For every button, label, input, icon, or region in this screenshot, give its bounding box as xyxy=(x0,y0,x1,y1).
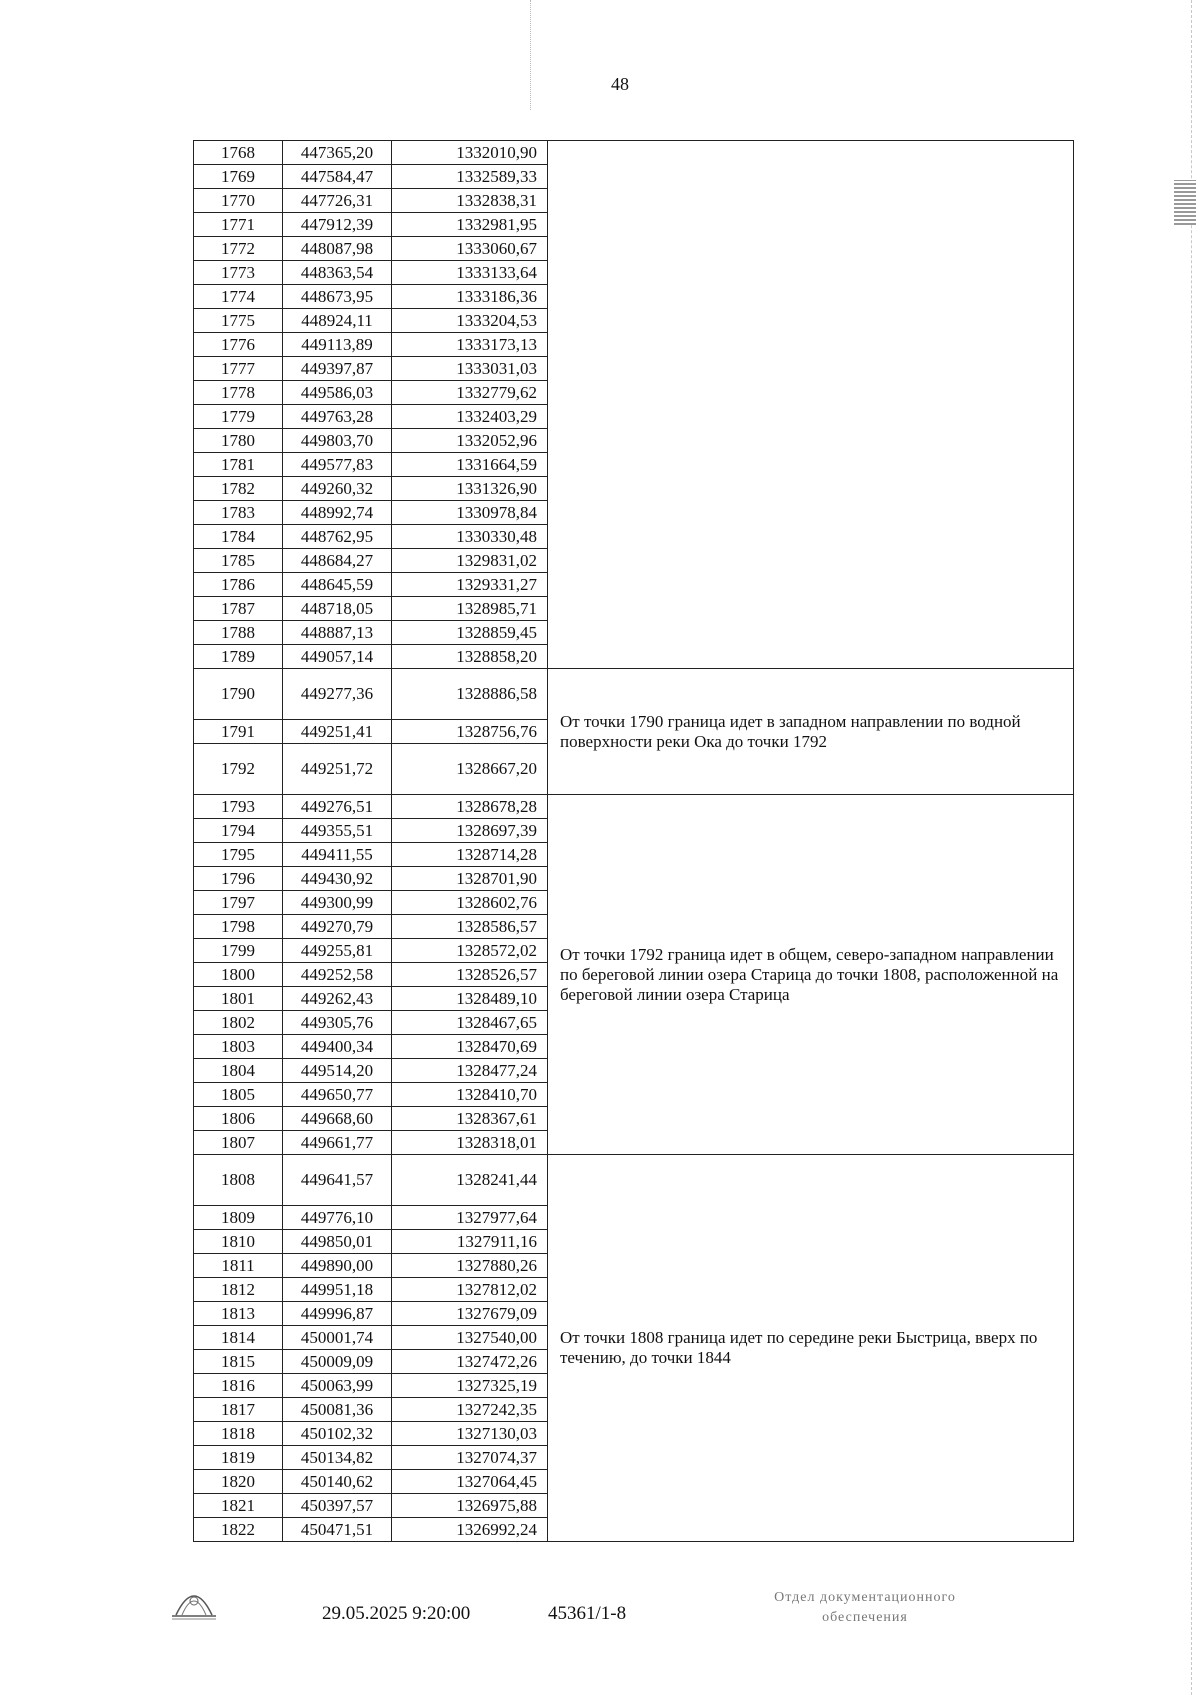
x-coordinate-cell: 450009,09 xyxy=(283,1350,392,1374)
point-number-cell: 1784 xyxy=(194,525,283,549)
y-coordinate-cell: 1328859,45 xyxy=(392,621,548,645)
y-coordinate-cell: 1328586,57 xyxy=(392,915,548,939)
x-coordinate-cell: 447912,39 xyxy=(283,213,392,237)
point-number-cell: 1769 xyxy=(194,165,283,189)
y-coordinate-cell: 1327242,35 xyxy=(392,1398,548,1422)
x-coordinate-cell: 448684,27 xyxy=(283,549,392,573)
point-number-cell: 1778 xyxy=(194,381,283,405)
x-coordinate-cell: 449262,43 xyxy=(283,987,392,1011)
y-coordinate-cell: 1330978,84 xyxy=(392,501,548,525)
point-number-cell: 1788 xyxy=(194,621,283,645)
x-coordinate-cell: 449763,28 xyxy=(283,405,392,429)
y-coordinate-cell: 1332052,96 xyxy=(392,429,548,453)
footer-department-stamp xyxy=(720,1588,1010,1628)
point-number-cell: 1780 xyxy=(194,429,283,453)
x-coordinate-cell: 449255,81 xyxy=(283,939,392,963)
x-coordinate-cell: 449641,57 xyxy=(283,1155,392,1206)
point-number-cell: 1813 xyxy=(194,1302,283,1326)
x-coordinate-cell: 450001,74 xyxy=(283,1326,392,1350)
x-coordinate-cell: 449260,32 xyxy=(283,477,392,501)
y-coordinate-cell: 1327977,64 xyxy=(392,1206,548,1230)
point-number-cell: 1776 xyxy=(194,333,283,357)
footer-timestamp: 29.05.2025 9:20:00 xyxy=(322,1603,471,1624)
y-coordinate-cell: 1327472,26 xyxy=(392,1350,548,1374)
stamp-line-2: обеспечения xyxy=(822,1610,908,1625)
point-number-cell: 1786 xyxy=(194,573,283,597)
boundary-description-cell: От точки 1808 граница идет по середине реки Быстрица, вверх по течению, до точки 1844 xyxy=(548,1155,1074,1542)
point-number-cell: 1808 xyxy=(194,1155,283,1206)
y-coordinate-cell: 1328697,39 xyxy=(392,819,548,843)
point-number-cell: 1790 xyxy=(194,669,283,720)
point-number-cell: 1774 xyxy=(194,285,283,309)
x-coordinate-cell: 449305,76 xyxy=(283,1011,392,1035)
boundary-description-cell: От точки 1790 граница идет в западном направлении по водной поверхности реки Ока до точки 1792 xyxy=(548,669,1074,795)
y-coordinate-cell: 1328477,24 xyxy=(392,1059,548,1083)
coordinates-table xyxy=(193,140,1074,1542)
y-coordinate-cell: 1328489,10 xyxy=(392,987,548,1011)
x-coordinate-cell: 449650,77 xyxy=(283,1083,392,1107)
x-coordinate-cell: 449586,03 xyxy=(283,381,392,405)
emblem-logo-icon xyxy=(168,1575,220,1621)
x-coordinate-cell: 449397,87 xyxy=(283,357,392,381)
x-coordinate-cell: 448645,59 xyxy=(283,573,392,597)
y-coordinate-cell: 1328886,58 xyxy=(392,669,548,720)
y-coordinate-cell: 1328667,20 xyxy=(392,744,548,795)
y-coordinate-cell: 1332838,31 xyxy=(392,189,548,213)
x-coordinate-cell: 449113,89 xyxy=(283,333,392,357)
y-coordinate-cell: 1332403,29 xyxy=(392,405,548,429)
x-coordinate-cell: 449577,83 xyxy=(283,453,392,477)
point-number-cell: 1821 xyxy=(194,1494,283,1518)
point-number-cell: 1810 xyxy=(194,1230,283,1254)
point-number-cell: 1777 xyxy=(194,357,283,381)
point-number-cell: 1803 xyxy=(194,1035,283,1059)
x-coordinate-cell: 449514,20 xyxy=(283,1059,392,1083)
x-coordinate-cell: 447584,47 xyxy=(283,165,392,189)
point-number-cell: 1785 xyxy=(194,549,283,573)
point-number-cell: 1806 xyxy=(194,1107,283,1131)
y-coordinate-cell: 1333133,64 xyxy=(392,261,548,285)
point-number-cell: 1794 xyxy=(194,819,283,843)
x-coordinate-cell: 450140,62 xyxy=(283,1470,392,1494)
point-number-cell: 1793 xyxy=(194,795,283,819)
y-coordinate-cell: 1328526,57 xyxy=(392,963,548,987)
x-coordinate-cell: 449270,79 xyxy=(283,915,392,939)
point-number-cell: 1814 xyxy=(194,1326,283,1350)
point-number-cell: 1779 xyxy=(194,405,283,429)
x-coordinate-cell: 450063,99 xyxy=(283,1374,392,1398)
point-number-cell: 1781 xyxy=(194,453,283,477)
x-coordinate-cell: 449355,51 xyxy=(283,819,392,843)
point-number-cell: 1801 xyxy=(194,987,283,1011)
y-coordinate-cell: 1327679,09 xyxy=(392,1302,548,1326)
y-coordinate-cell: 1328714,28 xyxy=(392,843,548,867)
footer-document-code: 45361/1-8 xyxy=(548,1603,627,1624)
y-coordinate-cell: 1328410,70 xyxy=(392,1083,548,1107)
table-row xyxy=(194,1155,1074,1206)
x-coordinate-cell: 449057,14 xyxy=(283,645,392,669)
y-coordinate-cell: 1331326,90 xyxy=(392,477,548,501)
y-coordinate-cell: 1328985,71 xyxy=(392,597,548,621)
y-coordinate-cell: 1333186,36 xyxy=(392,285,548,309)
table-row xyxy=(194,141,1074,165)
point-number-cell: 1792 xyxy=(194,744,283,795)
point-number-cell: 1791 xyxy=(194,720,283,744)
x-coordinate-cell: 449850,01 xyxy=(283,1230,392,1254)
y-coordinate-cell: 1327812,02 xyxy=(392,1278,548,1302)
point-number-cell: 1811 xyxy=(194,1254,283,1278)
x-coordinate-cell: 449300,99 xyxy=(283,891,392,915)
y-coordinate-cell: 1332589,33 xyxy=(392,165,548,189)
point-number-cell: 1799 xyxy=(194,939,283,963)
point-number-cell: 1773 xyxy=(194,261,283,285)
x-coordinate-cell: 449661,77 xyxy=(283,1131,392,1155)
x-coordinate-cell: 448762,95 xyxy=(283,525,392,549)
point-number-cell: 1818 xyxy=(194,1422,283,1446)
x-coordinate-cell: 449251,72 xyxy=(283,744,392,795)
y-coordinate-cell: 1331664,59 xyxy=(392,453,548,477)
y-coordinate-cell: 1327911,16 xyxy=(392,1230,548,1254)
point-number-cell: 1771 xyxy=(194,213,283,237)
x-coordinate-cell: 449890,00 xyxy=(283,1254,392,1278)
x-coordinate-cell: 449803,70 xyxy=(283,429,392,453)
y-coordinate-cell: 1333173,13 xyxy=(392,333,548,357)
table-row xyxy=(194,669,1074,720)
point-number-cell: 1775 xyxy=(194,309,283,333)
point-number-cell: 1795 xyxy=(194,843,283,867)
y-coordinate-cell: 1333060,67 xyxy=(392,237,548,261)
stamp-line-1: Отдел документационного xyxy=(774,1590,956,1605)
y-coordinate-cell: 1327074,37 xyxy=(392,1446,548,1470)
boundary-description-cell: От точки 1792 граница идет в общем, северо-западном направлении по береговой линии озера Старица до точки 1808, расположенной на береговой линии озера Старица xyxy=(548,795,1074,1155)
y-coordinate-cell: 1328756,76 xyxy=(392,720,548,744)
x-coordinate-cell: 449252,58 xyxy=(283,963,392,987)
x-coordinate-cell: 448363,54 xyxy=(283,261,392,285)
x-coordinate-cell: 450081,36 xyxy=(283,1398,392,1422)
x-coordinate-cell: 448992,74 xyxy=(283,501,392,525)
y-coordinate-cell: 1328678,28 xyxy=(392,795,548,819)
x-coordinate-cell: 448924,11 xyxy=(283,309,392,333)
point-number-cell: 1805 xyxy=(194,1083,283,1107)
x-coordinate-cell: 448887,13 xyxy=(283,621,392,645)
point-number-cell: 1789 xyxy=(194,645,283,669)
x-coordinate-cell: 447726,31 xyxy=(283,189,392,213)
y-coordinate-cell: 1333031,03 xyxy=(392,357,548,381)
point-number-cell: 1772 xyxy=(194,237,283,261)
x-coordinate-cell: 449430,92 xyxy=(283,867,392,891)
x-coordinate-cell: 449400,34 xyxy=(283,1035,392,1059)
y-coordinate-cell: 1329831,02 xyxy=(392,549,548,573)
x-coordinate-cell: 450102,32 xyxy=(283,1422,392,1446)
x-coordinate-cell: 450134,82 xyxy=(283,1446,392,1470)
y-coordinate-cell: 1326975,88 xyxy=(392,1494,548,1518)
x-coordinate-cell: 449411,55 xyxy=(283,843,392,867)
scan-barcode-mark xyxy=(1174,180,1196,225)
point-number-cell: 1798 xyxy=(194,915,283,939)
page-number: 48 xyxy=(611,74,629,94)
x-coordinate-cell: 449251,41 xyxy=(283,720,392,744)
point-number-cell: 1812 xyxy=(194,1278,283,1302)
y-coordinate-cell: 1332010,90 xyxy=(392,141,548,165)
point-number-cell: 1783 xyxy=(194,501,283,525)
y-coordinate-cell: 1330330,48 xyxy=(392,525,548,549)
point-number-cell: 1782 xyxy=(194,477,283,501)
y-coordinate-cell: 1328367,61 xyxy=(392,1107,548,1131)
point-number-cell: 1800 xyxy=(194,963,283,987)
y-coordinate-cell: 1333204,53 xyxy=(392,309,548,333)
coordinates-table-body xyxy=(194,141,1074,1542)
y-coordinate-cell: 1328701,90 xyxy=(392,867,548,891)
point-number-cell: 1804 xyxy=(194,1059,283,1083)
x-coordinate-cell: 449996,87 xyxy=(283,1302,392,1326)
y-coordinate-cell: 1328602,76 xyxy=(392,891,548,915)
x-coordinate-cell: 449776,10 xyxy=(283,1206,392,1230)
x-coordinate-cell: 448087,98 xyxy=(283,237,392,261)
point-number-cell: 1797 xyxy=(194,891,283,915)
y-coordinate-cell: 1328241,44 xyxy=(392,1155,548,1206)
table-row xyxy=(194,795,1074,819)
x-coordinate-cell: 448673,95 xyxy=(283,285,392,309)
y-coordinate-cell: 1326992,24 xyxy=(392,1518,548,1542)
x-coordinate-cell: 450397,57 xyxy=(283,1494,392,1518)
y-coordinate-cell: 1328858,20 xyxy=(392,645,548,669)
scan-edge xyxy=(1190,0,1192,1695)
x-coordinate-cell: 447365,20 xyxy=(283,141,392,165)
x-coordinate-cell: 449951,18 xyxy=(283,1278,392,1302)
y-coordinate-cell: 1327064,45 xyxy=(392,1470,548,1494)
point-number-cell: 1817 xyxy=(194,1398,283,1422)
point-number-cell: 1815 xyxy=(194,1350,283,1374)
y-coordinate-cell: 1332779,62 xyxy=(392,381,548,405)
x-coordinate-cell: 448718,05 xyxy=(283,597,392,621)
x-coordinate-cell: 450471,51 xyxy=(283,1518,392,1542)
y-coordinate-cell: 1328467,65 xyxy=(392,1011,548,1035)
point-number-cell: 1816 xyxy=(194,1374,283,1398)
y-coordinate-cell: 1327130,03 xyxy=(392,1422,548,1446)
point-number-cell: 1819 xyxy=(194,1446,283,1470)
point-number-cell: 1802 xyxy=(194,1011,283,1035)
boundary-description-cell xyxy=(548,141,1074,669)
y-coordinate-cell: 1328470,69 xyxy=(392,1035,548,1059)
point-number-cell: 1822 xyxy=(194,1518,283,1542)
point-number-cell: 1787 xyxy=(194,597,283,621)
point-number-cell: 1820 xyxy=(194,1470,283,1494)
y-coordinate-cell: 1328318,01 xyxy=(392,1131,548,1155)
point-number-cell: 1796 xyxy=(194,867,283,891)
y-coordinate-cell: 1327540,00 xyxy=(392,1326,548,1350)
scan-fold-mark xyxy=(530,0,533,110)
x-coordinate-cell: 449668,60 xyxy=(283,1107,392,1131)
y-coordinate-cell: 1327880,26 xyxy=(392,1254,548,1278)
y-coordinate-cell: 1329331,27 xyxy=(392,573,548,597)
x-coordinate-cell: 449276,51 xyxy=(283,795,392,819)
y-coordinate-cell: 1328572,02 xyxy=(392,939,548,963)
point-number-cell: 1809 xyxy=(194,1206,283,1230)
y-coordinate-cell: 1327325,19 xyxy=(392,1374,548,1398)
point-number-cell: 1807 xyxy=(194,1131,283,1155)
x-coordinate-cell: 449277,36 xyxy=(283,669,392,720)
y-coordinate-cell: 1332981,95 xyxy=(392,213,548,237)
point-number-cell: 1770 xyxy=(194,189,283,213)
point-number-cell: 1768 xyxy=(194,141,283,165)
